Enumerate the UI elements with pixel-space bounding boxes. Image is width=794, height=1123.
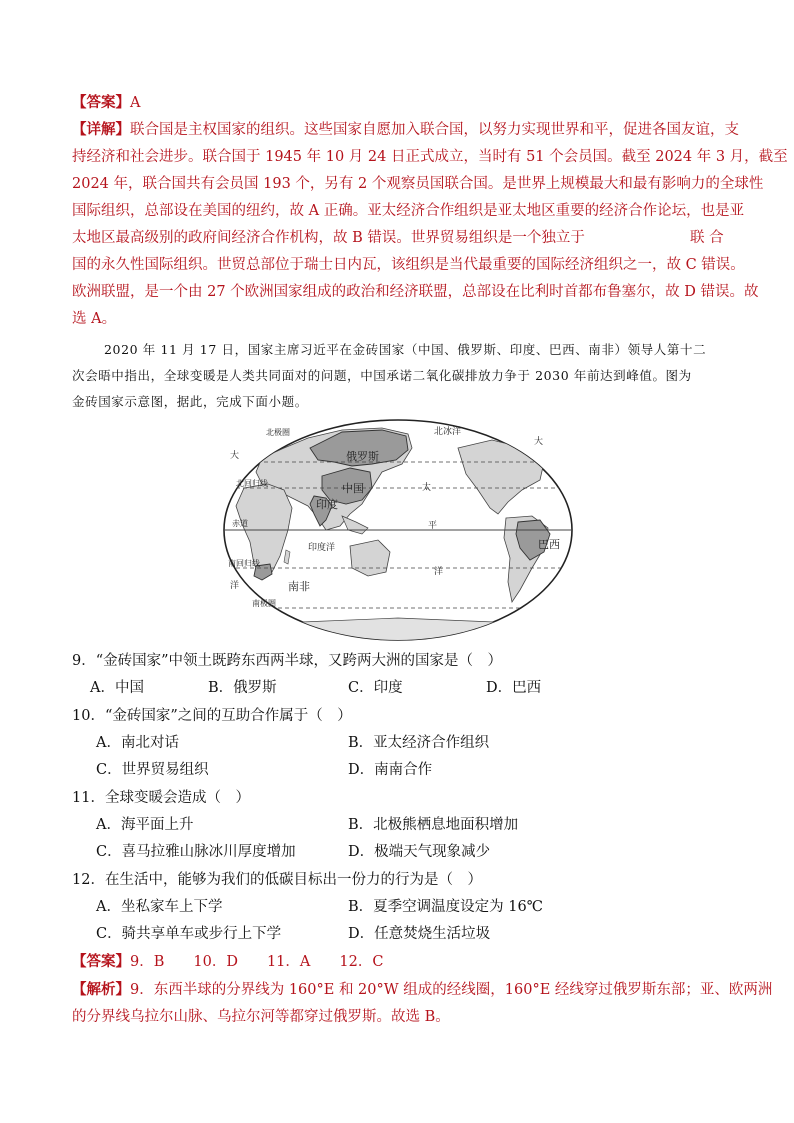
detail-line: 太地区最高级别的政府间经济合作机构，故 B 错误。世界贸易组织是一个独立于 bbox=[72, 230, 585, 246]
q11-option-c[interactable]: C．喜马拉雅山脉冰川厚度增加 bbox=[96, 844, 296, 860]
q9-option-b[interactable]: B．俄罗斯 bbox=[208, 680, 277, 696]
map-label-equator: 赤道 bbox=[232, 519, 248, 528]
answer-line-1 bbox=[72, 93, 140, 113]
detail-text: 联合国是主权国家的组织。这些国家自愿加入联合国，以努力实现世界和平，促进各国友谊，支 bbox=[130, 122, 739, 138]
q9-option-d[interactable]: D．巴西 bbox=[486, 680, 542, 696]
map-label-yang-left: 洋 bbox=[230, 581, 240, 591]
antarctica-shape bbox=[222, 618, 574, 642]
map-label-arctic-circle: 北极圈 bbox=[266, 428, 290, 437]
passage-line: 次会晤中指出，全球变暖是人类共同面对的问题，中国承诺二氧化碳排放力争于 2030 年前达到峰值。图为 bbox=[72, 368, 692, 383]
q12-option-c[interactable]: C．骑共享单车或步行上下学 bbox=[96, 926, 282, 942]
q11-option-d[interactable]: D．极端天气现象减少 bbox=[348, 844, 491, 860]
question-stem-10: 10．“金砖国家”之间的互助合作属于（ ） bbox=[72, 708, 352, 724]
detail-line: 选 A。 bbox=[72, 311, 117, 327]
q10-option-a[interactable]: A．南北对话 bbox=[96, 735, 179, 751]
question-stem-11: 11．全球变暖会造成（ ） bbox=[72, 790, 250, 806]
map-label-antarctic-circle: 南极圈 bbox=[252, 599, 276, 608]
detail-line bbox=[72, 120, 739, 140]
map-label-china: 中国 bbox=[342, 482, 364, 495]
q9-option-c[interactable]: C．印度 bbox=[348, 680, 403, 696]
q12-option-a[interactable]: A．坐私家车上下学 bbox=[96, 899, 223, 915]
map-label-brazil: 巴西 bbox=[538, 538, 560, 551]
answer-line-2 bbox=[72, 952, 383, 972]
q10-option-d[interactable]: D．南南合作 bbox=[348, 762, 433, 778]
answer-values: 9．B 10．D 11．A 12．C bbox=[130, 954, 384, 970]
detail-tag: 【详解】 bbox=[72, 121, 130, 138]
map-label-tropic-north: 北回归线 bbox=[236, 479, 268, 488]
answer-value: A bbox=[130, 95, 141, 111]
answer-tag: 【答案】 bbox=[72, 953, 130, 970]
map-label-india: 印度 bbox=[316, 498, 338, 511]
map-label-indian-ocean: 印度洋 bbox=[308, 543, 336, 553]
q11-option-a[interactable]: A．海平面上升 bbox=[96, 817, 194, 833]
analysis-line bbox=[72, 980, 772, 1000]
map-label-arctic-ocean: 北冰洋 bbox=[434, 427, 462, 437]
map-label-da-left: 大 bbox=[230, 451, 240, 461]
detail-line-tail: 联 合 bbox=[690, 230, 724, 246]
q12-option-b[interactable]: B．夏季空调温度设定为 16℃ bbox=[348, 899, 543, 915]
detail-line: 国际组织，总部设在美国的纽约，故 A 正确。亚太经济合作组织是亚太地区重要的经济合作论坛，也是亚 bbox=[72, 203, 745, 219]
q10-option-b[interactable]: B．亚太经济合作组织 bbox=[348, 735, 490, 751]
map-label-da-right: 大 bbox=[534, 437, 544, 447]
detail-line: 持经济和社会进步。联合国于 1945 年 10 月 24 日正式成立，当时有 51 个会员国。截至 2024 年 3 月，截至 bbox=[72, 149, 788, 165]
detail-line: 2024 年，联合国共有会员国 193 个，另有 2 个观察员国联合国。是世界上规模最大和最有影响力的全球性 bbox=[72, 176, 764, 192]
analysis-text: 9．东西半球的分界线为 160°E 和 20°W 组成的经线圈，160°E 经线穿过俄罗斯东部；亚、欧两洲 bbox=[130, 982, 773, 998]
answer-tag: 【答案】 bbox=[72, 94, 130, 111]
detail-line: 欧洲联盟，是一个由 27 个欧洲国家组成的政治和经济联盟，总部设在比利时首都布鲁塞尔，故 D 错误。故 bbox=[72, 284, 759, 300]
map-label-tai: 太 bbox=[422, 483, 432, 493]
analysis-line: 的分界线乌拉尔山脉、乌拉尔河等都穿过俄罗斯。故选 B。 bbox=[72, 1009, 450, 1025]
question-stem-12: 12．在生活中，能够为我们的低碳目标出一份力的行为是（ ） bbox=[72, 872, 482, 888]
map-label-russia: 俄罗斯 bbox=[346, 450, 379, 463]
analysis-tag: 【解析】 bbox=[72, 981, 130, 998]
map-label-south-africa: 南非 bbox=[288, 580, 310, 593]
question-stem-9: 9．“金砖国家”中领土既跨东西两半球，又跨两大洲的国家是（ ） bbox=[72, 653, 503, 669]
passage-line: 金砖国家示意图，据此，完成下面小题。 bbox=[72, 394, 308, 409]
passage-line: 2020 年 11 月 17 日，国家主席习近平在金砖国家（中国、俄罗斯、印度、巴西、南非）领导人第十二 bbox=[104, 342, 707, 357]
q12-option-d[interactable]: D．任意焚烧生活垃圾 bbox=[348, 926, 491, 942]
q11-option-b[interactable]: B．北极熊栖息地面积增加 bbox=[348, 817, 519, 833]
map-label-yang-right: 洋 bbox=[434, 567, 444, 577]
q9-option-a[interactable]: A．中国 bbox=[90, 680, 144, 696]
map-label-ping: 平 bbox=[428, 521, 438, 531]
detail-line: 国的永久性国际组织。世贸总部位于瑞士日内瓦，该组织是当代最重要的国际经济组织之一，故 C 错误。 bbox=[72, 257, 745, 273]
q10-option-c[interactable]: C．世界贸易组织 bbox=[96, 762, 209, 778]
brics-world-map bbox=[222, 418, 574, 642]
map-label-tropic-south: 南回归线 bbox=[228, 559, 260, 568]
